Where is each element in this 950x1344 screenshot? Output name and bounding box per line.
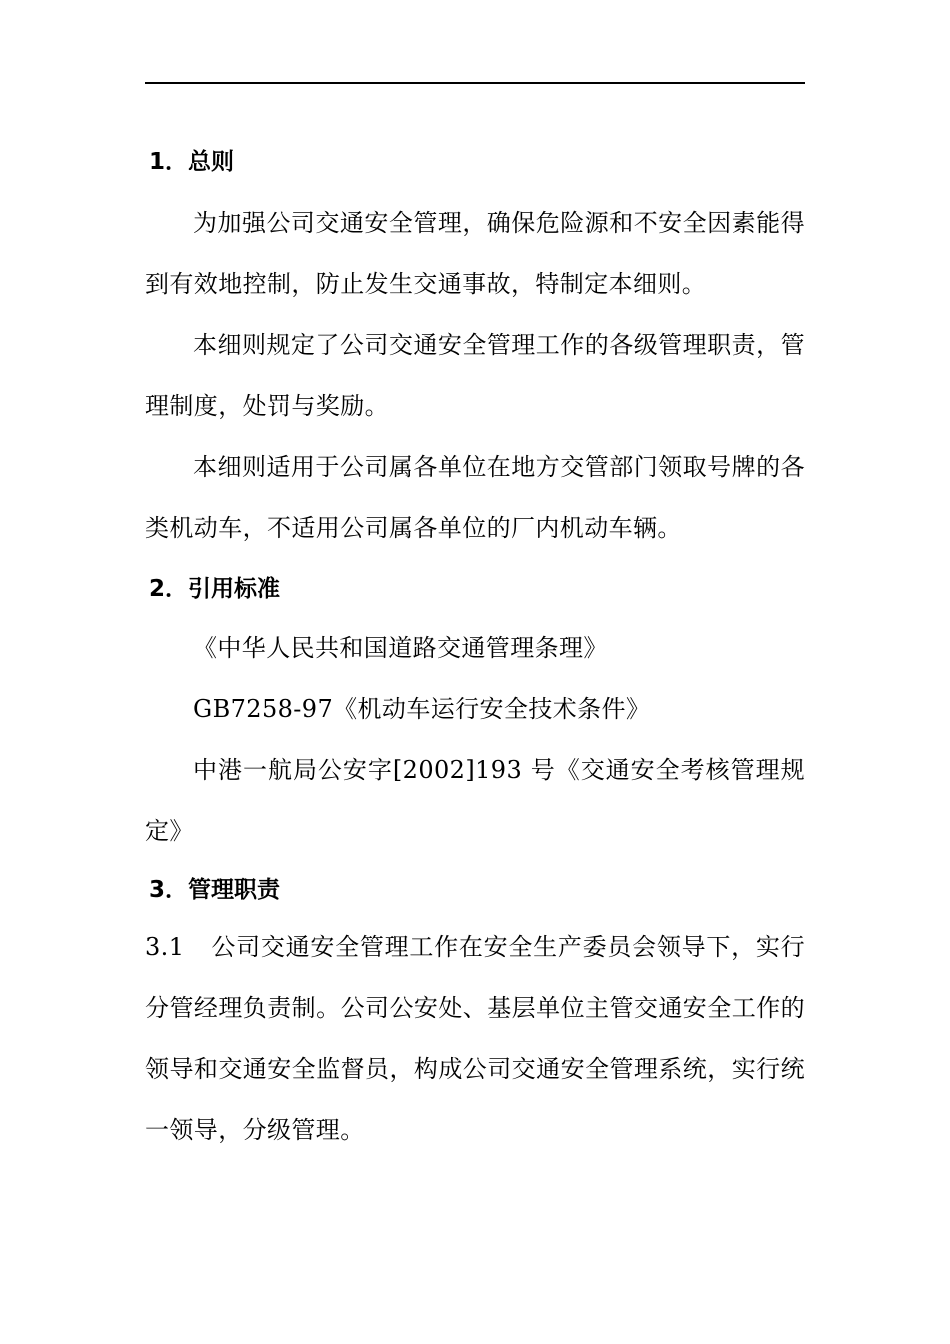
reference-traffic-regulation: 《中华人民共和国道路交通管理条理》 bbox=[193, 634, 608, 662]
paragraph-purpose: 为加强公司交通安全管理，确保危险源和不安全因素能得到有效地控制，防止发生交通事故，特制定本细则。 bbox=[145, 209, 805, 298]
paragraph-applicability: 本细则适用于公司属各单位在地方交管部门领取号牌的各类机动车，不适用公司属各单位的厂内机动车辆。 bbox=[145, 453, 805, 542]
clause-3-1 bbox=[145, 917, 805, 1161]
reference-gb7258: GB7258-97《机动车运行安全技术条件》 bbox=[193, 695, 651, 723]
document-body bbox=[145, 136, 805, 1161]
section-heading-general: 1．总则 bbox=[149, 149, 235, 175]
section-heading-responsibilities: 3．管理职责 bbox=[149, 877, 281, 903]
section-heading-references: 2．引用标准 bbox=[149, 576, 281, 602]
clause-number: 3.1 bbox=[145, 933, 185, 961]
reference-assessment-rules: 中港一航局公安字[2002]193 号《交通安全考核管理规定》 bbox=[145, 756, 805, 845]
paragraph-scope-content: 本细则规定了公司交通安全管理工作的各级管理职责，管理制度，处罚与奖励。 bbox=[145, 331, 805, 420]
clause-text: 公司交通安全管理工作在安全生产委员会领导下，实行分管经理负责制。公司公安处、基层单位主管交通安全工作的领导和交通安全监督员，构成公司交通安全管理系统，实行统一领导，分级管理。 bbox=[145, 933, 805, 1144]
header-rule bbox=[145, 82, 805, 84]
